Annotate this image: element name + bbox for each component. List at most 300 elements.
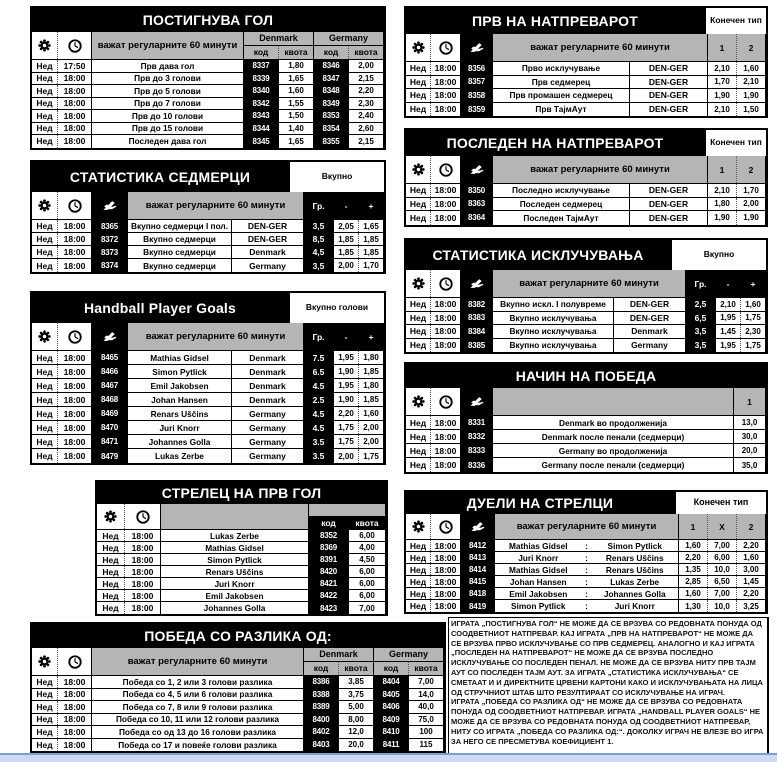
day-cell: Нед xyxy=(32,714,58,726)
clock-icon xyxy=(431,514,461,539)
table-nacin-na-pobeda xyxy=(404,362,768,474)
time-cell: 18:00 xyxy=(431,103,461,117)
total-label-box: Вкупно xyxy=(288,162,384,192)
over-odds: 1,75 xyxy=(359,449,384,463)
over-odds: 1,60 xyxy=(741,298,766,311)
germany-code: 8349 xyxy=(314,98,349,110)
table-header xyxy=(32,323,384,351)
time-cell: 18:00 xyxy=(58,135,92,148)
footnote-paragraph-1: ИГРАТА „ПОСТИГНУВА ГОЛ“ НЕ МОЖЕ ДА СЕ ВРЗУВА СО РЕДОВНАТА ПОНУДА ОД СООДВЕТНИОТ НАТПРЕВАР. КАЈ ИГРАТА „ПРВ НА НАТПРЕВАРОТ“ НЕ МОЖЕ ДА СЕ ВРЗУВА ПРВО ИСКЛУЧУВАЊЕ СО ПРВ СЕДМЕРЕЦ. АНАЛОГНО И КАЈ ИГРАТА „ПОСЛЕДЕН НА НАТПРЕВАРОТ“ НЕ МОЖЕ ДА СЕ ВРЗУВА ПОСЛЕДНО ИСКЛУЧУВАЊЕ СО ПОСЛЕДЕН ПЕНАЛ. НЕ МОЖЕ ДА СЕ ВРЗУВА НИТУ ПРВ ТАЈМ АУТ СО ПОСЛЕДЕН ТАЈМ АУТ. ЗА ИГРАТА „СТАТИСТИКА ИСКЛУЧУВАЊА“ СЕ СМЕТААТ И И ДИРЕКТНИТЕ ЦРВЕНИ КАРТОНИ КАКО И ИСКЛУЧУВАЊАТА НА ЛИЦА ОД СТРУЧНИОТ ШТАБ ШТО РЕЗУЛТИРААТ СО ИСКЛУЧУВАЊЕ НА ИГРАЧ. xyxy=(451,619,763,697)
germany-code: 8354 xyxy=(314,123,349,135)
odds-2: 2,00 xyxy=(737,198,766,211)
code-cell: 8352 xyxy=(309,530,349,541)
day-cell: Нед xyxy=(32,739,58,752)
code-cell: 8414 xyxy=(461,564,495,575)
table-rows xyxy=(406,416,766,472)
time-cell: 18:00 xyxy=(58,98,92,110)
table-header xyxy=(406,388,766,416)
table-header xyxy=(32,648,444,676)
team2-header: Germany xyxy=(374,648,443,662)
day-cell: Нед xyxy=(406,416,431,429)
bet-name: Прв до 3 голови xyxy=(92,73,244,85)
code-cell: 8467 xyxy=(92,379,128,392)
day-cell: Нед xyxy=(406,458,431,472)
odds-1: 1,80 xyxy=(708,198,737,211)
under-odds: 1,90 xyxy=(334,365,359,378)
table-row xyxy=(406,339,766,353)
team2-column-group xyxy=(314,32,384,59)
bet-name: Вкупно седмерци xyxy=(128,233,232,245)
table-row xyxy=(32,259,384,272)
table-rows xyxy=(406,540,766,612)
rules-note: важат регуларните 60 минути xyxy=(92,648,304,675)
under-odds: 1,85 xyxy=(334,246,359,258)
odds-1: 2,20 xyxy=(679,552,708,563)
denmark-code: 8339 xyxy=(244,73,279,85)
player1-name: Juri Knorr xyxy=(518,552,559,563)
odds-2: 1,90 xyxy=(737,89,766,102)
table-row xyxy=(406,198,766,212)
day-cell: Нед xyxy=(32,220,58,232)
germany-odds: 14,0 xyxy=(409,689,444,701)
day-cell: Нед xyxy=(32,701,58,713)
player-name: Renars Uščins xyxy=(128,407,232,420)
table-row xyxy=(406,430,766,444)
gear-icon xyxy=(406,388,431,415)
table-rows xyxy=(32,60,384,148)
day-cell: Нед xyxy=(32,407,58,420)
day-cell: Нед xyxy=(406,76,431,89)
denmark-odds: 12,0 xyxy=(339,726,374,738)
code-cell: 8369 xyxy=(309,542,349,553)
time-cell: 18:00 xyxy=(431,458,461,472)
time-cell: 18:00 xyxy=(58,365,92,378)
denmark-code: 8345 xyxy=(244,135,279,148)
team-name: Denmark xyxy=(614,325,686,338)
gear-icon xyxy=(406,514,431,539)
time-cell: 18:00 xyxy=(431,298,461,311)
code-cell: 8372 xyxy=(92,233,128,245)
code-header: код xyxy=(304,662,339,676)
day-cell: Нед xyxy=(32,246,58,258)
player1-name: Mathias Gidsel xyxy=(508,540,568,551)
code-cell: 8382 xyxy=(461,298,493,311)
odds-x: 10,0 xyxy=(708,600,737,612)
code-header: код xyxy=(244,46,279,60)
table-row xyxy=(406,312,766,326)
player-name: Renars Uščins xyxy=(161,566,309,577)
player1-name: Mathias Gidsel xyxy=(508,564,568,575)
table-title-bar xyxy=(406,8,766,34)
day-cell: Нед xyxy=(406,325,431,338)
bet-name: Germany после пенали (седмерци) xyxy=(493,458,734,472)
bet-name: Последен дава гол xyxy=(92,135,244,148)
line-value: 8,5 xyxy=(304,233,334,245)
table-title-bar xyxy=(97,482,386,504)
writing-hand-icon xyxy=(461,156,493,183)
pick2-header: 2 xyxy=(737,34,766,61)
odds-1: 1,90 xyxy=(708,89,737,102)
day-cell: Нед xyxy=(32,60,58,72)
table-row xyxy=(32,689,444,702)
bet-name: Вкупно исклучувања xyxy=(493,339,614,353)
table-title: Handball Player Goals xyxy=(83,300,237,316)
time-cell: 18:00 xyxy=(125,590,161,601)
code-cell: 8422 xyxy=(309,590,349,601)
time-cell: 18:00 xyxy=(58,739,92,752)
team1-header: Denmark xyxy=(304,648,373,662)
odds-1: 2,10 xyxy=(708,103,737,117)
day-cell: Нед xyxy=(32,676,58,688)
table-row xyxy=(406,588,766,600)
player-name: Juri Knorr xyxy=(161,578,309,589)
table-statistika-sedmerci xyxy=(30,160,386,274)
table-row xyxy=(32,726,444,739)
team-name: Germany xyxy=(232,421,304,434)
day-cell: Нед xyxy=(32,393,58,406)
footnote-text xyxy=(448,617,769,754)
table-title-bar xyxy=(406,492,766,514)
player-name: Lukas Zerbe xyxy=(128,449,232,463)
table-row xyxy=(97,590,386,602)
gear-icon xyxy=(406,34,431,61)
table-row xyxy=(406,540,766,552)
time-cell: 18:00 xyxy=(431,576,461,587)
time-cell: 18:00 xyxy=(58,421,92,434)
under-odds: 1,75 xyxy=(334,435,359,448)
odds-2: 3,00 xyxy=(737,564,766,575)
odds-2: 1,60 xyxy=(737,552,766,563)
writing-hand-icon xyxy=(461,514,495,539)
player-name: Johannes Golla xyxy=(161,602,309,614)
table-title: ДУЕЛИ НА СТРЕЛЦИ xyxy=(466,495,614,511)
team-name: DEN-GER xyxy=(614,298,686,311)
time-cell: 18:00 xyxy=(58,246,92,258)
final-type-box: Конечен тип xyxy=(674,492,766,514)
odds-header: квота xyxy=(409,662,443,676)
denmark-code: 8337 xyxy=(244,60,279,72)
table-row xyxy=(406,89,766,103)
under-odds: 1,45 xyxy=(716,325,741,338)
odds-x: 7,00 xyxy=(708,540,737,551)
denmark-code: 8340 xyxy=(244,85,279,97)
line-header: Гр. xyxy=(686,270,716,297)
clock-icon xyxy=(125,504,161,529)
table-rows xyxy=(32,220,384,272)
clock-icon xyxy=(58,32,92,59)
day-cell: Нед xyxy=(406,211,431,225)
over-odds: 2,00 xyxy=(359,435,384,448)
table-title-bar xyxy=(406,364,766,388)
team-name: Germany xyxy=(232,407,304,420)
code-cell: 8419 xyxy=(461,600,495,612)
rules-note: важат регуларните 60 минути xyxy=(493,34,708,61)
odds-2: 1,45 xyxy=(737,576,766,587)
time-cell: 18:00 xyxy=(431,552,461,563)
rules-note: важат регуларните 60 минути xyxy=(128,323,304,350)
gear-icon xyxy=(32,192,58,219)
denmark-code: 8388 xyxy=(304,689,339,701)
table-row xyxy=(32,379,384,393)
code-header: код xyxy=(374,662,409,676)
pickx-header: X xyxy=(708,514,737,539)
over-odds: 1,85 xyxy=(359,246,384,258)
germany-code: 8405 xyxy=(374,689,409,701)
team-name: Denmark xyxy=(232,246,304,258)
table-rows xyxy=(406,298,766,352)
time-cell: 17:50 xyxy=(58,60,92,72)
odds-x: 10,0 xyxy=(708,564,737,575)
over-header: + xyxy=(359,323,384,350)
table-header xyxy=(32,32,384,60)
under-odds: 2,20 xyxy=(334,407,359,420)
code-cell: 8385 xyxy=(461,339,493,353)
denmark-odds: 1,50 xyxy=(279,110,314,122)
bet-name: Вкупно седмерци xyxy=(128,259,232,272)
table-row xyxy=(406,325,766,339)
table-row xyxy=(32,73,384,86)
player-name: Johannes Golla xyxy=(128,435,232,448)
odds-1: 2,10 xyxy=(708,184,737,197)
bet-name: Победа со 10, 11 или 12 голови разлика xyxy=(92,714,304,726)
player1-name: Emil Jakobsen xyxy=(509,588,568,599)
odds-2: 1,50 xyxy=(737,103,766,117)
line-value: 3.5 xyxy=(304,449,334,463)
table-statistika-isklucuvanja xyxy=(404,238,768,354)
bet-name: Победа со 4, 5 или 6 голови разлика xyxy=(92,689,304,701)
table-row xyxy=(32,110,384,123)
table-row xyxy=(32,365,384,379)
time-cell: 18:00 xyxy=(431,89,461,102)
line-value: 4,5 xyxy=(304,246,334,258)
colon-separator: : xyxy=(585,601,588,611)
rules-note: важат регуларните 60 минути xyxy=(493,270,686,297)
bet-name: Вкупно искл. I полувреме xyxy=(493,298,614,311)
table-row xyxy=(406,552,766,564)
table-row xyxy=(97,602,386,614)
player1-name: Johan Hansen xyxy=(509,576,567,587)
bet-name: Denmark после пенали (седмерци) xyxy=(493,430,734,443)
germany-odds: 2,60 xyxy=(349,123,384,135)
bet-name: Вкупно исклучувања xyxy=(493,325,614,338)
over-header: + xyxy=(359,192,384,219)
odds-1: 35,0 xyxy=(734,458,766,472)
over-odds: 1,85 xyxy=(359,233,384,245)
day-cell: Нед xyxy=(406,576,431,587)
clock-icon xyxy=(58,192,92,219)
code-cell: 8350 xyxy=(461,184,493,197)
odds-x: 7,00 xyxy=(708,588,737,599)
team2-header: Germany xyxy=(314,32,383,46)
table-row xyxy=(32,135,384,148)
germany-odds: 2,40 xyxy=(349,110,384,122)
line-value: 4.5 xyxy=(304,379,334,392)
odds-1: 1,30 xyxy=(679,600,708,612)
code-odds-column-group xyxy=(309,504,386,529)
over-odds: 1,60 xyxy=(359,407,384,420)
code-cell: 8383 xyxy=(461,312,493,325)
time-cell: 18:00 xyxy=(58,123,92,135)
code-cell: 8412 xyxy=(461,540,495,551)
germany-code: 8411 xyxy=(374,739,409,752)
clock-icon xyxy=(431,388,461,415)
table-row xyxy=(32,85,384,98)
line-value: 4.5 xyxy=(304,407,334,420)
table-row xyxy=(32,98,384,111)
code-cell: 8466 xyxy=(92,365,128,378)
team-name: DEN-GER xyxy=(630,211,708,225)
code-cell: 8423 xyxy=(309,602,349,614)
team-name: Denmark xyxy=(232,365,304,378)
blank-header xyxy=(161,504,309,529)
odds-2: 2,20 xyxy=(737,588,766,599)
germany-odds: 115 xyxy=(409,739,444,752)
writing-hand-icon xyxy=(92,323,128,350)
time-cell: 18:00 xyxy=(125,530,161,541)
over-odds: 1,80 xyxy=(359,351,384,364)
germany-code: 8348 xyxy=(314,85,349,97)
time-cell: 18:00 xyxy=(431,184,461,197)
over-odds: 1,75 xyxy=(741,339,766,353)
odds-1: 1,90 xyxy=(708,211,737,225)
total-label-box: Вкупно xyxy=(670,240,766,270)
gear-icon xyxy=(32,648,58,675)
code-cell: 8420 xyxy=(309,566,349,577)
denmark-code: 8389 xyxy=(304,701,339,713)
day-cell: Нед xyxy=(32,726,58,738)
line-value: 6.5 xyxy=(304,365,334,378)
bet-name: Прв до 10 голови xyxy=(92,110,244,122)
germany-code: 8347 xyxy=(314,73,349,85)
code-cell: 8418 xyxy=(461,588,495,599)
bet-name: Germany во продолженија xyxy=(493,444,734,457)
table-header xyxy=(406,156,766,184)
odds-2: 1,60 xyxy=(737,62,766,75)
odds-2: 1,90 xyxy=(737,211,766,225)
table-title-bar xyxy=(32,293,384,323)
player2-name: Johannes Golla xyxy=(592,588,680,599)
denmark-odds: 1,60 xyxy=(279,85,314,97)
day-cell: Нед xyxy=(406,103,431,117)
day-cell: Нед xyxy=(97,602,125,614)
bet-name: Победа со 7, 8 или 9 голови разлика xyxy=(92,701,304,713)
denmark-code: 8400 xyxy=(304,714,339,726)
table-rows xyxy=(406,184,766,225)
bet-name: Прв ТајмАут xyxy=(493,103,630,117)
odds-header: квота xyxy=(279,46,313,60)
gear-icon xyxy=(97,504,125,529)
code-cell: 8332 xyxy=(461,430,493,443)
code-cell: 8471 xyxy=(92,435,128,448)
denmark-odds: 1,40 xyxy=(279,123,314,135)
under-odds: 2,00 xyxy=(334,449,359,463)
writing-hand-icon xyxy=(461,270,493,297)
denmark-odds: 3,85 xyxy=(339,676,374,688)
player-name: Johan Hansen xyxy=(128,393,232,406)
code-cell: 8331 xyxy=(461,416,493,429)
final-type-box: Конечен тип xyxy=(704,130,766,156)
bet-name: Вкупно седмерци I пол. xyxy=(128,220,232,232)
line-value: 3,5 xyxy=(304,220,334,232)
clock-icon xyxy=(58,648,92,675)
rules-note: важат регуларните 60 минути xyxy=(92,32,244,59)
table-row xyxy=(32,246,384,259)
code-cell: 8373 xyxy=(92,246,128,258)
table-title: СТАТИСТИКА ИСКЛУЧУВАЊА xyxy=(432,247,644,263)
under-odds: 1,95 xyxy=(334,351,359,364)
under-odds: 2,05 xyxy=(334,220,359,232)
team-name: DEN-GER xyxy=(232,220,304,232)
code-cell: 8358 xyxy=(461,89,493,102)
germany-code: 8355 xyxy=(314,135,349,148)
table-player-goals xyxy=(30,291,386,465)
table-row xyxy=(32,407,384,421)
over-odds: 1,85 xyxy=(359,365,384,378)
bet-name: Прв промашен седмерец xyxy=(493,89,630,102)
germany-code: 8409 xyxy=(374,714,409,726)
team-name: Denmark xyxy=(232,351,304,364)
over-odds: 2,30 xyxy=(741,325,766,338)
over-odds: 1,65 xyxy=(359,220,384,232)
table-row xyxy=(406,600,766,612)
odds-2: 2,10 xyxy=(737,76,766,89)
table-title: НАЧИН НА ПОБЕДА xyxy=(515,368,657,384)
table-row xyxy=(406,298,766,312)
under-odds: 2,10 xyxy=(716,298,741,311)
under-odds: 1,95 xyxy=(716,339,741,353)
pick1-header: 1 xyxy=(734,388,766,415)
time-cell: 18:00 xyxy=(431,588,461,599)
under-odds: 1,95 xyxy=(334,379,359,392)
time-cell: 18:00 xyxy=(58,701,92,713)
rules-note: важат регуларните 60 минути xyxy=(128,192,304,219)
bet-name: Последен седмерец xyxy=(493,198,630,211)
team-name: DEN-GER xyxy=(614,312,686,325)
team-name: Germany xyxy=(232,449,304,463)
under-header: - xyxy=(716,270,741,297)
table-row xyxy=(97,530,386,542)
final-type-box: Конечен тип xyxy=(704,8,766,34)
denmark-odds: 8,00 xyxy=(339,714,374,726)
time-cell: 18:00 xyxy=(58,449,92,463)
day-cell: Нед xyxy=(97,530,125,541)
gear-icon xyxy=(32,323,58,350)
day-cell: Нед xyxy=(406,552,431,563)
odds-2: 2,20 xyxy=(737,540,766,551)
time-cell: 18:00 xyxy=(431,62,461,75)
day-cell: Нед xyxy=(32,98,58,110)
odds-cell: 6,00 xyxy=(349,590,386,601)
time-cell: 18:00 xyxy=(125,566,161,577)
table-postignuva-gol xyxy=(30,6,386,150)
player2-name: Renars Uščins xyxy=(592,564,680,575)
time-cell: 18:00 xyxy=(431,325,461,338)
player2-name: Renars Uščins xyxy=(592,552,680,563)
odds-header: квота xyxy=(349,517,385,530)
denmark-code: 8402 xyxy=(304,726,339,738)
code-cell: 8413 xyxy=(461,552,495,563)
table-pobeda-so-razlika xyxy=(30,622,446,753)
code-cell: 8365 xyxy=(92,220,128,232)
table-title-bar xyxy=(32,8,384,32)
bet-name: Последно исклучување xyxy=(493,184,630,197)
time-cell: 18:00 xyxy=(58,259,92,272)
team-name: DEN-GER xyxy=(630,62,708,75)
table-row xyxy=(406,416,766,430)
time-cell: 18:00 xyxy=(58,379,92,392)
table-title-bar xyxy=(32,162,384,192)
day-cell: Нед xyxy=(406,198,431,211)
